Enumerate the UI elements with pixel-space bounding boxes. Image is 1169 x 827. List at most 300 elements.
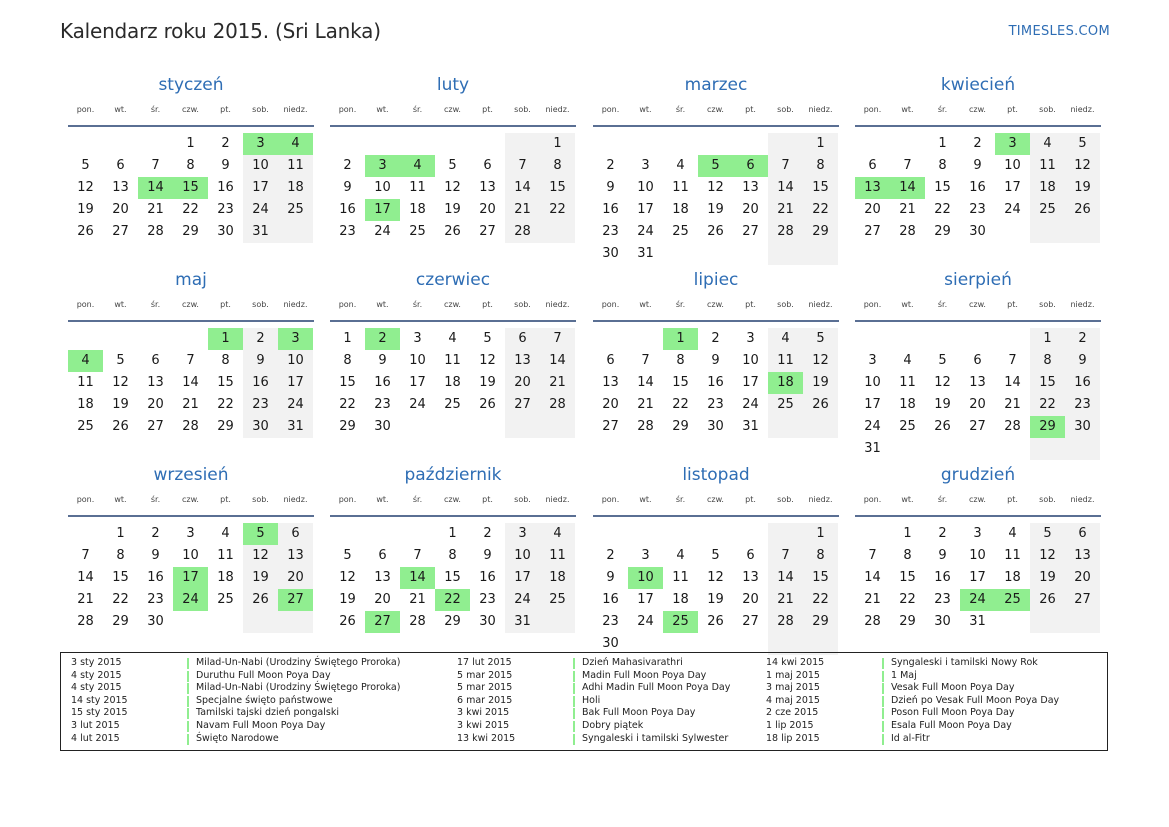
empty-day-cell <box>890 328 925 350</box>
day-cell: 6 <box>973 353 982 368</box>
day-cell: 26 <box>112 419 129 434</box>
day-cell: 13 <box>479 180 496 195</box>
holiday-marker <box>573 734 575 745</box>
day-cell: 6 <box>733 155 768 177</box>
day-cell: 6 <box>151 353 160 368</box>
day-cell: 14 <box>864 570 881 585</box>
day-cell: 25 <box>768 394 803 416</box>
day-cell: 9 <box>483 548 492 563</box>
day-cell: 5 <box>116 353 125 368</box>
weekday-label: pt. <box>745 494 756 504</box>
weekday-label: sob. <box>252 299 269 309</box>
weekday-header <box>593 97 839 121</box>
day-cell: 4 <box>768 328 803 350</box>
day-grid <box>593 133 839 265</box>
day-cell: 7 <box>186 353 195 368</box>
legend-date: 6 mar 2015 <box>457 694 513 706</box>
day-cell: 1 <box>938 136 947 151</box>
legend-date: 3 kwi 2015 <box>457 719 510 731</box>
day-cell: 1 <box>540 133 575 155</box>
holiday-marker <box>573 683 575 694</box>
day-cell: 19 <box>479 375 496 390</box>
day-cell: 4 <box>278 133 313 155</box>
day-cell: 1 <box>343 331 352 346</box>
site-link[interactable]: TIMESLES.COM <box>1008 24 1110 39</box>
weekday-label: śr. <box>150 104 161 114</box>
weekday-label: pt. <box>220 299 231 309</box>
empty-day-cell <box>803 243 838 265</box>
day-cell: 11 <box>768 350 803 372</box>
day-cell: 24 <box>505 589 540 611</box>
day-cell: 1 <box>663 328 698 350</box>
day-cell: 9 <box>606 570 615 585</box>
day-cell: 14 <box>1004 375 1021 390</box>
day-cell: 22 <box>339 397 356 412</box>
weekday-label: czw. <box>182 104 199 114</box>
day-cell: 26 <box>77 224 94 239</box>
empty-day-cell <box>68 523 103 545</box>
day-cell: 4 <box>400 155 435 177</box>
day-cell: 14 <box>505 177 540 199</box>
day-cell: 28 <box>409 614 426 629</box>
holiday-marker <box>187 696 189 707</box>
day-cell: 11 <box>540 545 575 567</box>
day-cell: 11 <box>217 548 234 563</box>
legend-row <box>457 670 730 683</box>
day-cell: 25 <box>409 224 426 239</box>
weekday-label: wt. <box>901 104 914 114</box>
day-cell: 9 <box>221 158 230 173</box>
day-cell: 10 <box>374 180 391 195</box>
day-cell: 26 <box>479 397 496 412</box>
day-cell: 30 <box>479 614 496 629</box>
day-cell: 31 <box>969 614 986 629</box>
holiday-marker <box>573 658 575 669</box>
day-cell: 3 <box>995 133 1030 155</box>
day-cell: 5 <box>1065 133 1100 155</box>
legend-row <box>766 682 1059 695</box>
day-grid <box>68 523 314 633</box>
day-cell: 6 <box>1065 523 1100 545</box>
weekday-label: czw. <box>707 104 724 114</box>
day-cell: 8 <box>540 155 575 177</box>
day-cell: 15 <box>803 567 838 589</box>
month-name: lipiec <box>693 270 739 290</box>
day-cell: 6 <box>483 158 492 173</box>
day-cell: 8 <box>1030 350 1065 372</box>
empty-day-cell <box>365 133 400 155</box>
weekday-label: sob. <box>252 494 269 504</box>
day-cell: 3 <box>243 133 278 155</box>
weekday-label: czw. <box>969 104 986 114</box>
month-name: marzec <box>684 75 748 95</box>
day-cell: 10 <box>1004 158 1021 173</box>
legend-holiday-name: Syngaleski i tamilski Sylwester <box>582 732 729 744</box>
day-cell: 2 <box>151 526 160 541</box>
day-cell: 13 <box>147 375 164 390</box>
day-cell: 5 <box>243 523 278 545</box>
weekday-label: pt. <box>482 104 493 114</box>
weekday-label: czw. <box>707 299 724 309</box>
day-cell: 29 <box>339 419 356 434</box>
day-cell: 3 <box>186 526 195 541</box>
legend-holiday-name: Adhi Madin Full Moon Poya Day <box>582 682 731 694</box>
weekday-label: pon. <box>863 299 882 309</box>
empty-day-cell <box>663 243 698 265</box>
day-cell: 5 <box>711 548 720 563</box>
day-cell: 14 <box>890 177 925 199</box>
month-name: listopad <box>682 465 750 485</box>
day-cell: 12 <box>1065 155 1100 177</box>
day-cell: 3 <box>641 158 650 173</box>
weekday-header <box>593 487 839 511</box>
day-grid <box>593 328 839 438</box>
weekday-label: pon. <box>338 299 357 309</box>
day-cell: 23 <box>147 592 164 607</box>
day-cell: 16 <box>374 375 391 390</box>
weekday-header <box>855 97 1101 121</box>
day-cell: 15 <box>540 177 575 199</box>
day-cell: 27 <box>505 394 540 416</box>
weekday-label: czw. <box>707 494 724 504</box>
day-cell: 3 <box>365 155 400 177</box>
day-cell: 18 <box>1004 570 1021 585</box>
day-cell: 12 <box>803 350 838 372</box>
weekday-label: czw. <box>444 104 461 114</box>
weekday-label: niedz. <box>808 104 833 114</box>
day-cell: 9 <box>1065 350 1100 372</box>
legend-date: 14 sty 2015 <box>71 694 128 706</box>
weekday-header <box>330 487 576 511</box>
month-name: czerwiec <box>415 270 491 290</box>
legend-date: 4 sty 2015 <box>71 669 122 681</box>
day-cell: 9 <box>938 548 947 563</box>
day-cell: 23 <box>339 224 356 239</box>
empty-day-cell <box>628 328 663 350</box>
day-cell: 30 <box>1065 416 1100 438</box>
day-cell: 2 <box>365 328 400 350</box>
empty-day-cell <box>593 133 628 155</box>
day-cell: 28 <box>147 224 164 239</box>
day-cell: 3 <box>868 353 877 368</box>
day-cell: 15 <box>803 177 838 199</box>
day-cell: 21 <box>540 372 575 394</box>
day-cell: 22 <box>182 202 199 217</box>
day-cell: 23 <box>374 397 391 412</box>
legend-row <box>766 695 1059 708</box>
legend-row <box>71 733 400 746</box>
weekday-label: pt. <box>482 494 493 504</box>
weekday-label: czw. <box>969 299 986 309</box>
day-cell: 26 <box>1065 199 1100 221</box>
day-cell: 17 <box>173 567 208 589</box>
day-cell: 19 <box>934 397 951 412</box>
day-cell: 29 <box>899 614 916 629</box>
day-cell: 31 <box>243 221 278 243</box>
day-cell: 8 <box>938 158 947 173</box>
legend-holiday-name: Dobry piątek <box>582 719 644 731</box>
day-cell: 12 <box>1030 545 1065 567</box>
day-cell: 18 <box>899 397 916 412</box>
weekday-label: śr. <box>937 104 948 114</box>
month-divider <box>855 125 1101 127</box>
legend-date: 3 kwi 2015 <box>457 707 510 719</box>
day-cell: 30 <box>934 614 951 629</box>
day-cell: 21 <box>505 199 540 221</box>
weekday-label: śr. <box>937 299 948 309</box>
legend-row <box>457 682 730 695</box>
day-cell: 22 <box>217 397 234 412</box>
day-cell: 31 <box>278 416 313 438</box>
day-cell: 11 <box>672 570 689 585</box>
month-block <box>855 268 1101 460</box>
day-cell: 4 <box>676 548 685 563</box>
day-cell: 2 <box>606 158 615 173</box>
day-cell: 25 <box>278 199 313 221</box>
holiday-marker <box>573 721 575 732</box>
day-cell: 7 <box>1008 353 1017 368</box>
day-cell: 16 <box>969 180 986 195</box>
day-cell: 24 <box>278 394 313 416</box>
day-cell: 15 <box>173 177 208 199</box>
empty-day-cell <box>593 523 628 545</box>
legend-holiday-name: Milad-Un-Nabi (Urodziny Świętego Proroka) <box>196 657 401 668</box>
empty-day-cell <box>330 133 365 155</box>
month-block <box>855 463 1101 633</box>
empty-day-cell <box>278 221 313 243</box>
day-cell: 16 <box>147 570 164 585</box>
day-cell: 6 <box>868 158 877 173</box>
month-block <box>68 268 314 438</box>
day-cell: 13 <box>505 350 540 372</box>
legend-row <box>766 657 1059 670</box>
holiday-marker <box>187 708 189 719</box>
weekday-label: śr. <box>412 104 423 114</box>
weekday-header <box>68 487 314 511</box>
empty-day-cell <box>698 243 733 265</box>
day-cell: 23 <box>217 202 234 217</box>
empty-day-cell <box>505 133 540 155</box>
day-cell: 14 <box>400 567 435 589</box>
month-divider <box>593 515 839 517</box>
empty-day-cell <box>960 328 995 350</box>
month-divider <box>68 320 314 322</box>
day-cell: 4 <box>903 353 912 368</box>
day-cell: 20 <box>742 202 759 217</box>
legend-date: 1 maj 2015 <box>766 669 820 681</box>
day-cell: 18 <box>77 397 94 412</box>
day-cell: 23 <box>243 394 278 416</box>
day-cell: 9 <box>378 353 387 368</box>
weekday-label: śr. <box>675 104 686 114</box>
day-cell: 29 <box>1030 416 1065 438</box>
day-cell: 4 <box>448 331 457 346</box>
legend-holiday-name: Dzień po Vesak Full Moon Poya Day <box>891 694 1060 706</box>
legend-holiday-name: Specjalne święto państwowe <box>196 694 333 706</box>
day-cell: 20 <box>969 397 986 412</box>
day-cell: 8 <box>676 353 685 368</box>
day-cell: 20 <box>374 592 391 607</box>
day-cell: 20 <box>147 397 164 412</box>
empty-day-cell <box>663 133 698 155</box>
weekday-label: wt. <box>376 494 389 504</box>
day-cell: 21 <box>637 397 654 412</box>
day-cell: 21 <box>409 592 426 607</box>
day-cell: 14 <box>768 567 803 589</box>
legend-date: 18 lip 2015 <box>766 732 820 744</box>
day-cell: 1 <box>1030 328 1065 350</box>
day-cell: 4 <box>221 526 230 541</box>
weekday-label: śr. <box>150 299 161 309</box>
day-cell: 6 <box>746 548 755 563</box>
weekday-label: niedz. <box>808 494 833 504</box>
day-cell: 8 <box>186 158 195 173</box>
month-divider <box>855 515 1101 517</box>
day-cell: 8 <box>343 353 352 368</box>
legend-holiday-name: Esala Full Moon Poya Day <box>891 719 1012 731</box>
empty-day-cell <box>733 133 768 155</box>
weekday-header <box>68 97 314 121</box>
day-cell: 14 <box>768 177 803 199</box>
weekday-label: pt. <box>220 104 231 114</box>
weekday-label: pt. <box>745 299 756 309</box>
day-cell: 28 <box>768 611 803 633</box>
holiday-marker <box>187 721 189 732</box>
day-cell: 6 <box>278 523 313 545</box>
day-cell: 28 <box>77 614 94 629</box>
holiday-marker <box>882 708 884 719</box>
day-cell: 27 <box>742 224 759 239</box>
day-cell: 20 <box>112 202 129 217</box>
day-cell: 16 <box>934 570 951 585</box>
day-cell: 28 <box>864 614 881 629</box>
month-block <box>68 463 314 633</box>
empty-day-cell <box>505 416 540 438</box>
month-divider <box>330 320 576 322</box>
day-cell: 18 <box>278 177 313 199</box>
day-cell: 27 <box>365 611 400 633</box>
day-cell: 26 <box>934 419 951 434</box>
day-cell: 8 <box>221 353 230 368</box>
empty-day-cell <box>890 133 925 155</box>
day-cell: 18 <box>1030 177 1065 199</box>
day-cell: 12 <box>112 375 129 390</box>
month-block <box>330 463 576 633</box>
day-cell: 19 <box>1030 567 1065 589</box>
day-cell: 7 <box>903 158 912 173</box>
day-cell: 17 <box>969 570 986 585</box>
legend-holiday-name: Vesak Full Moon Poya Day <box>891 682 1015 694</box>
legend-row <box>457 657 730 670</box>
day-cell: 26 <box>444 224 461 239</box>
weekday-label: sob. <box>514 494 531 504</box>
day-cell: 6 <box>606 353 615 368</box>
day-cell: 11 <box>77 375 94 390</box>
day-cell: 10 <box>505 545 540 567</box>
legend-holiday-name: 1 Maj <box>891 669 917 681</box>
month-block <box>593 463 839 655</box>
day-cell: 29 <box>182 224 199 239</box>
day-cell: 13 <box>742 180 759 195</box>
weekday-label: sob. <box>777 299 794 309</box>
month-divider <box>855 320 1101 322</box>
legend-date: 3 sty 2015 <box>71 657 122 668</box>
day-cell: 16 <box>243 372 278 394</box>
day-cell: 23 <box>969 202 986 217</box>
month-name: kwiecień <box>940 75 1016 95</box>
empty-day-cell <box>995 611 1030 633</box>
day-cell: 12 <box>444 180 461 195</box>
day-cell: 10 <box>409 353 426 368</box>
weekday-header <box>855 487 1101 511</box>
month-name: październik <box>404 465 502 485</box>
legend-row <box>457 733 730 746</box>
weekday-label: czw. <box>182 494 199 504</box>
day-cell: 11 <box>444 353 461 368</box>
legend-date: 15 sty 2015 <box>71 707 128 719</box>
legend-date: 17 lut 2015 <box>457 657 512 668</box>
weekday-label: czw. <box>444 299 461 309</box>
day-cell: 1 <box>208 328 243 350</box>
day-cell: 2 <box>1065 328 1100 350</box>
empty-day-cell <box>995 438 1030 460</box>
day-cell: 2 <box>938 526 947 541</box>
day-cell: 18 <box>768 372 803 394</box>
day-cell: 30 <box>602 246 619 261</box>
day-cell: 18 <box>672 592 689 607</box>
day-grid <box>330 328 576 438</box>
day-cell: 7 <box>868 548 877 563</box>
day-cell: 4 <box>676 158 685 173</box>
legend-holiday-name: Navam Full Moon Poya Day <box>196 719 326 731</box>
empty-day-cell <box>925 438 960 460</box>
weekday-label: pon. <box>601 299 620 309</box>
weekday-label: pon. <box>338 104 357 114</box>
weekday-label: pt. <box>1007 494 1018 504</box>
holiday-marker <box>573 708 575 719</box>
holiday-marker <box>187 734 189 745</box>
empty-day-cell <box>103 328 138 350</box>
day-cell: 9 <box>606 180 615 195</box>
day-cell: 19 <box>803 372 838 394</box>
day-cell: 13 <box>742 570 759 585</box>
legend-date: 3 maj 2015 <box>766 682 820 694</box>
weekday-label: sob. <box>777 104 794 114</box>
day-cell: 18 <box>217 570 234 585</box>
weekday-label: pt. <box>745 104 756 114</box>
day-cell: 7 <box>151 158 160 173</box>
legend-row <box>766 733 1059 746</box>
day-cell: 11 <box>1004 548 1021 563</box>
day-cell: 15 <box>217 375 234 390</box>
day-cell: 20 <box>479 202 496 217</box>
legend-row <box>71 720 400 733</box>
day-cell: 20 <box>742 592 759 607</box>
day-cell: 22 <box>899 592 916 607</box>
day-cell: 10 <box>742 353 759 368</box>
empty-day-cell <box>995 328 1030 350</box>
empty-day-cell <box>173 611 208 633</box>
day-cell: 9 <box>973 158 982 173</box>
weekday-label: niedz. <box>545 494 570 504</box>
weekday-label: pon. <box>601 494 620 504</box>
day-cell: 27 <box>969 419 986 434</box>
day-cell: 29 <box>112 614 129 629</box>
day-cell: 28 <box>540 394 575 416</box>
day-cell: 17 <box>742 375 759 390</box>
day-cell: 18 <box>409 202 426 217</box>
empty-day-cell <box>768 133 803 155</box>
